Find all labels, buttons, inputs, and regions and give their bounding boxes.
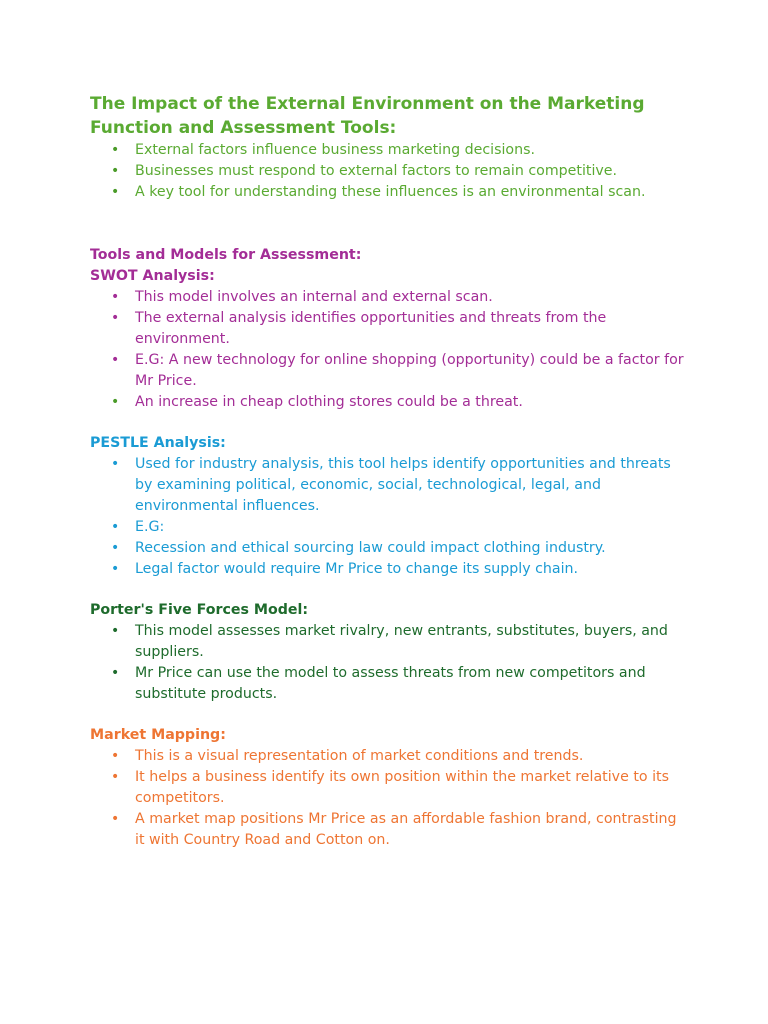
- pestle-list-item: • Used for industry analysis, this tool helps identify opportunities and threats by examining political, economic, social, technological, legal, and environmental influences.: [111, 456, 671, 514]
- swot-list-item: • An increase in cheap clothing stores could be a threat.: [90, 392, 690, 413]
- pestle-list: [90, 454, 690, 580]
- market-mapping-heading: Market Mapping:: [90, 727, 226, 743]
- market-mapping-list-item: • A market map positions Mr Price as an affordable fashion brand, contrasting it with Country Road and Cotton on.: [111, 811, 677, 848]
- pestle-heading: PESTLE Analysis:: [90, 435, 226, 451]
- bullet-icon: •: [111, 811, 120, 827]
- bullet-icon: •: [111, 519, 120, 535]
- bullet-icon: •: [111, 142, 120, 158]
- pestle-list-item: • Legal factor would require Mr Price to change its supply chain.: [90, 559, 690, 580]
- bullet-icon: •: [111, 289, 120, 305]
- intro-list-item: • A key tool for understanding these influences is an environmental scan.: [90, 182, 690, 203]
- bullet-icon: •: [111, 394, 120, 410]
- porter-heading: Porter's Five Forces Model:: [90, 602, 309, 618]
- bullet-icon: •: [111, 456, 120, 472]
- document-title: The Impact of the External Environment on the Marketing Function and Assessment Tools:: [90, 94, 645, 138]
- market-mapping-list: [90, 746, 690, 851]
- bullet-icon: •: [111, 163, 120, 179]
- bullet-icon: •: [111, 561, 120, 577]
- swot-list-item: • The external analysis identifies opportunities and threats from the environment.: [111, 310, 607, 347]
- intro-list-item: • Businesses must respond to external factors to remain competitive.: [90, 161, 690, 182]
- swot-list-item: • This model involves an internal and external scan.: [90, 287, 690, 308]
- pestle-list-item: • E.G:: [90, 517, 690, 538]
- swot-list-item: • E.G: A new technology for online shopping (opportunity) could be a factor for Mr Price.: [111, 352, 684, 389]
- porter-list-item: • This model assesses market rivalry, new entrants, substitutes, buyers, and suppliers.: [111, 623, 668, 660]
- market-mapping-list-item: • This is a visual representation of market conditions and trends.: [90, 746, 690, 767]
- porter-list: [90, 621, 690, 705]
- bullet-icon: •: [111, 748, 120, 764]
- porter-list-item: • Mr Price can use the model to assess threats from new competitors and substitute products.: [111, 665, 646, 702]
- market-mapping-list-item: • It helps a business identify its own position within the market relative to its competitors.: [111, 769, 669, 806]
- bullet-icon: •: [111, 769, 120, 785]
- document-page: [90, 92, 690, 851]
- bullet-icon: •: [111, 665, 120, 681]
- bullet-icon: •: [111, 352, 120, 368]
- intro-list: [90, 140, 690, 203]
- bullet-icon: •: [111, 184, 120, 200]
- swot-list: [90, 287, 690, 413]
- tools-heading: Tools and Models for Assessment:: [90, 247, 362, 263]
- pestle-list-item: • Recession and ethical sourcing law could impact clothing industry.: [90, 538, 690, 559]
- bullet-icon: •: [111, 540, 120, 556]
- bullet-icon: •: [111, 310, 120, 326]
- swot-heading: SWOT Analysis:: [90, 268, 215, 284]
- bullet-icon: •: [111, 623, 120, 639]
- intro-list-item: • External factors influence business marketing decisions.: [90, 140, 690, 161]
